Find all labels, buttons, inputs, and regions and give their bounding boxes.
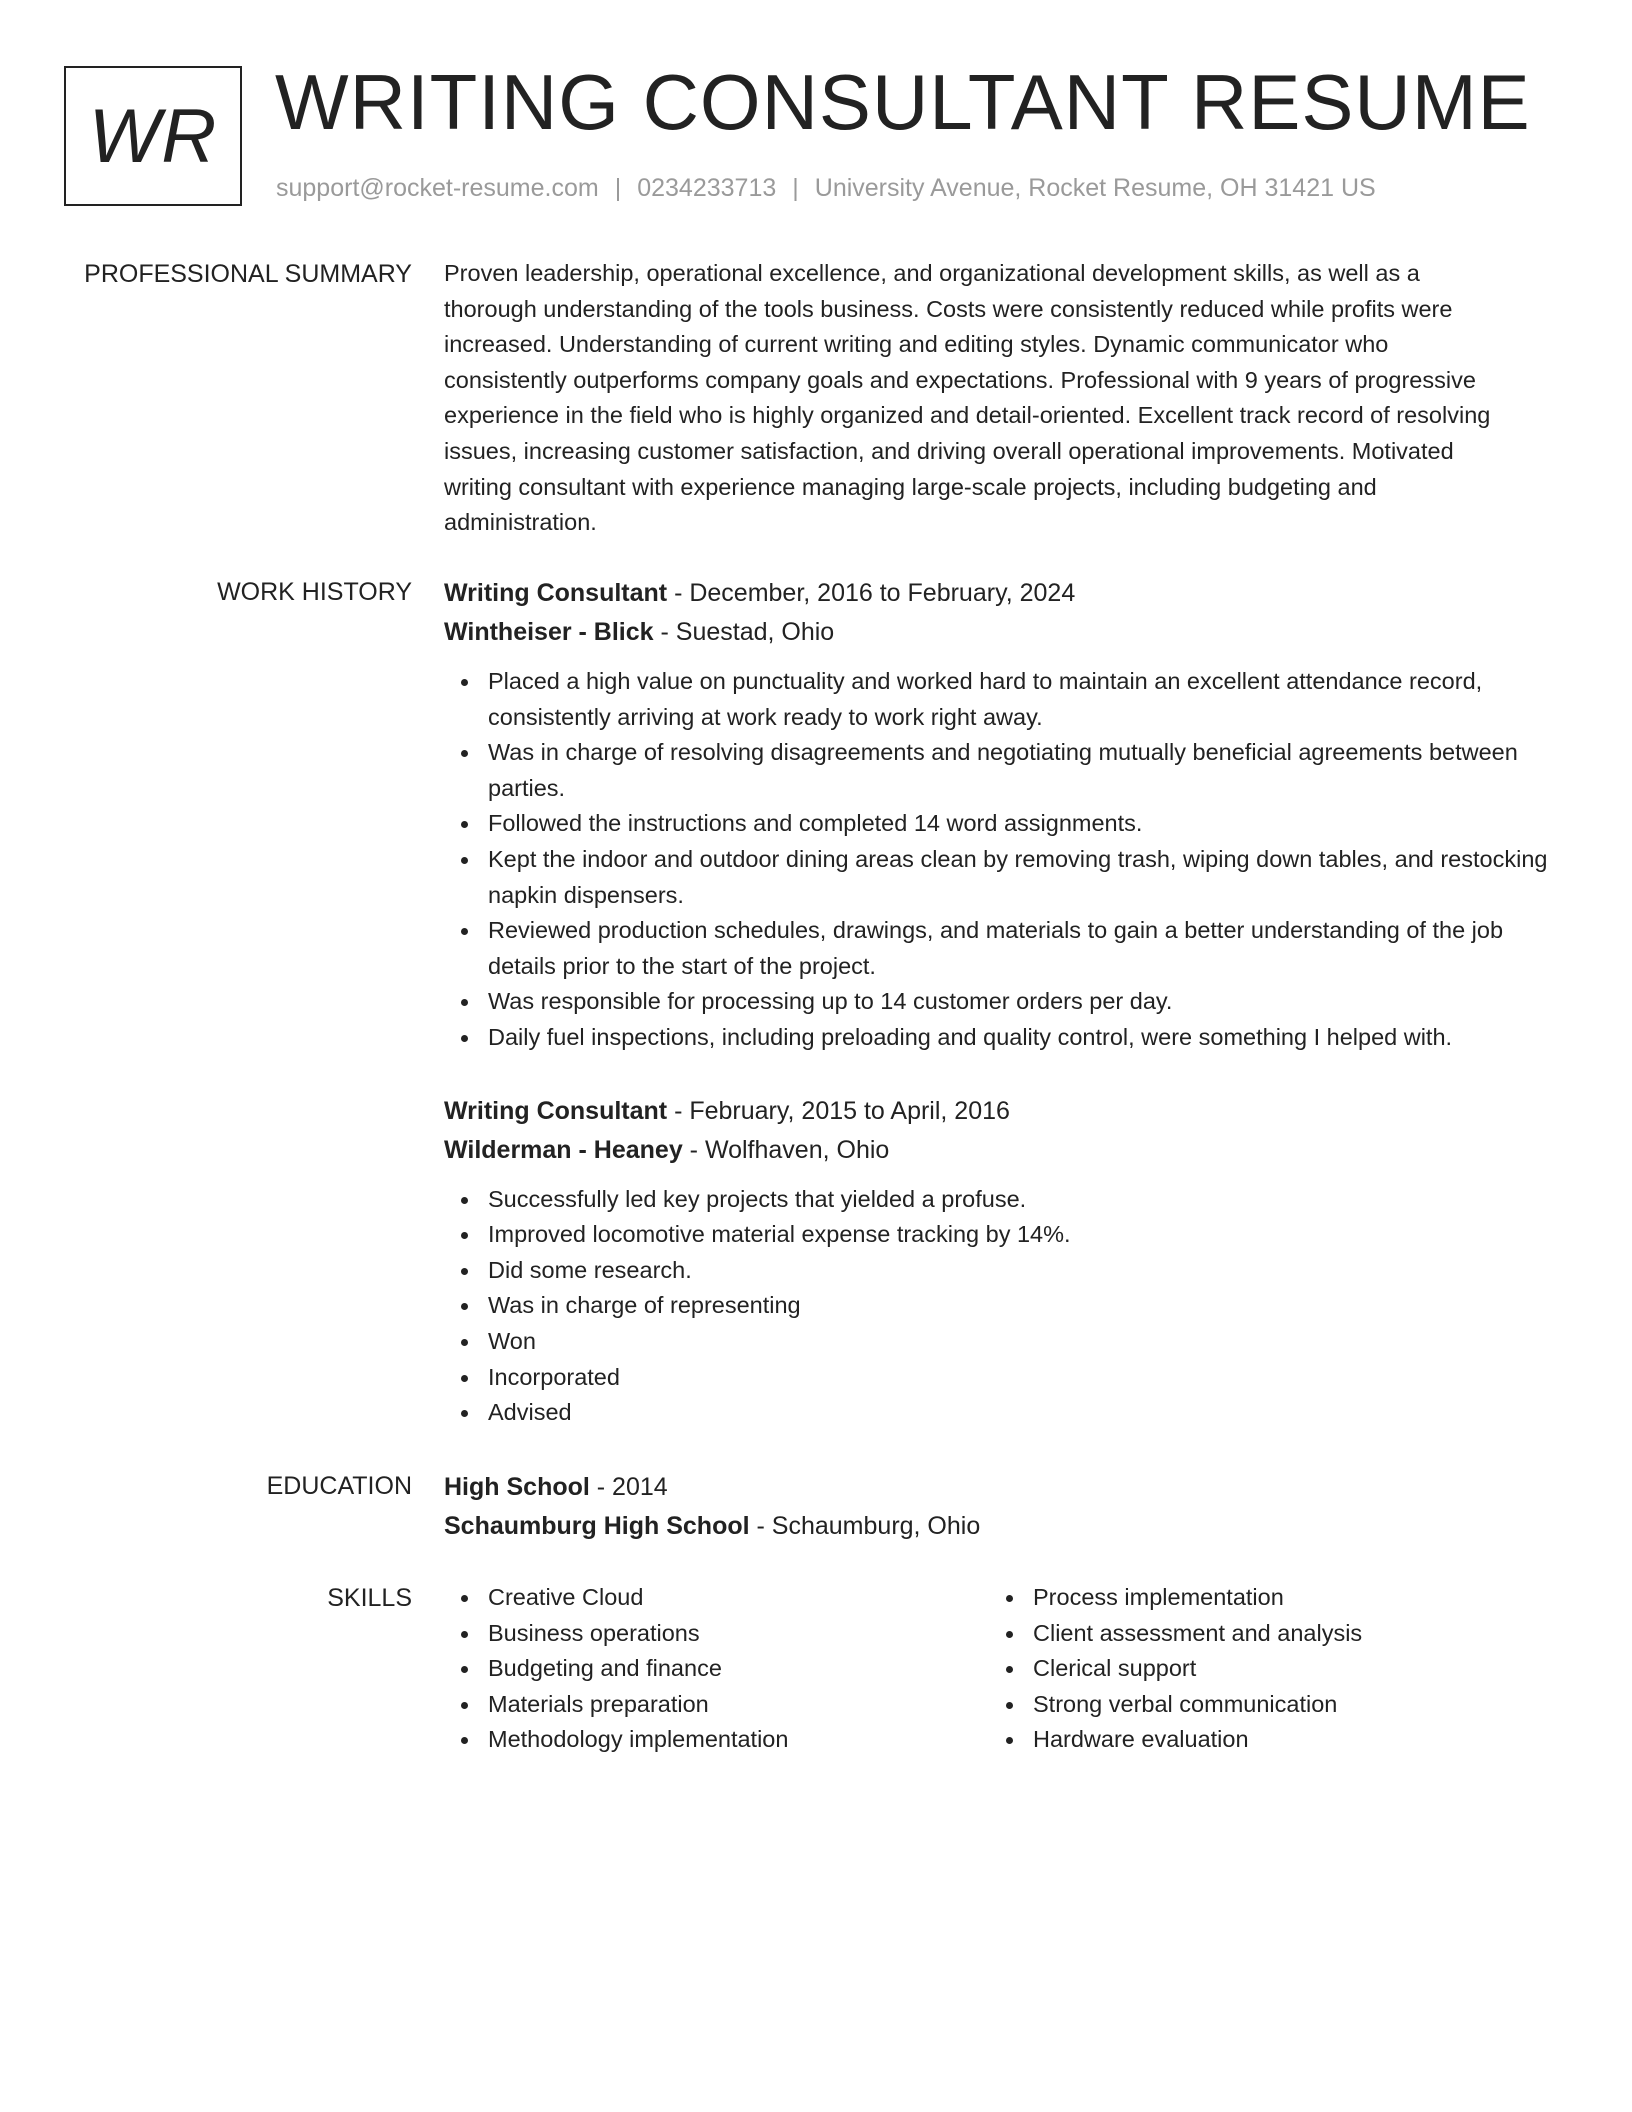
job-company-line: [444, 613, 1564, 652]
skills-list: [444, 1580, 788, 1758]
job-bullet: Incorporated: [488, 1360, 1564, 1396]
job-bullet: Placed a high value on punctuality and worked hard to maintain an excellent attendance record, consistently arriving at work ready to work right away.: [488, 664, 1564, 735]
job-dates: - February, 2015 to April, 2016: [667, 1096, 1010, 1125]
job-title: Writing Consultant: [444, 1096, 668, 1125]
skills-column-left: [444, 1580, 788, 1758]
job-bullet: Was responsible for processing up to 14 customer orders per day.: [488, 984, 1564, 1020]
job-entry: [444, 1092, 1564, 1431]
job-bullet: Won: [488, 1324, 1564, 1360]
summary-line: administration.: [444, 509, 597, 536]
summary-body: [444, 256, 1564, 541]
job-bullet: Improved locomotive material expense tracking by 14%.: [488, 1217, 1564, 1253]
education-body: [444, 1468, 1564, 1546]
contact-separator: |: [614, 174, 622, 202]
summary-line: consistently outperforms company goals and expectations. Professional with 9 years of progressive: [444, 366, 1476, 393]
skill-item: Clerical support: [1033, 1651, 1362, 1687]
job-bullet: Advised: [488, 1395, 1564, 1431]
section-label-work: WORK HISTORY: [217, 578, 412, 606]
job-company: Wintheiser - Blick: [444, 618, 654, 646]
job-entry: [444, 574, 1564, 1056]
summary-line: issues, increasing customer satisfaction, and driving overall operational improvements. Motivated: [444, 437, 1454, 464]
summary-line: Proven leadership, operational excellence, and organizational development skills, as well as a: [444, 260, 1420, 286]
skills-list: [989, 1580, 1362, 1758]
job-bullets: [444, 664, 1564, 1056]
skill-item: Methodology implementation: [488, 1722, 788, 1758]
education-degree: High School: [444, 1473, 590, 1501]
section-label-skills: SKILLS: [327, 1584, 412, 1612]
skill-item: Hardware evaluation: [1033, 1722, 1362, 1758]
contact-phone: 0234233713: [637, 174, 777, 202]
job-location: - Suestad, Ohio: [653, 618, 835, 646]
work-body: [444, 574, 1564, 1431]
contact-address: University Avenue, Rocket Resume, OH 31421 US: [814, 174, 1376, 202]
job-bullet: Followed the instructions and completed 14 word assignments.: [488, 806, 1564, 842]
skill-item: Materials preparation: [488, 1687, 788, 1723]
skills-column-right: [989, 1580, 1362, 1758]
contact-line: [276, 174, 1376, 203]
job-title-line: [444, 574, 1564, 613]
job-bullet: Kept the indoor and outdoor dining areas clean by removing trash, wiping down tables, and restocking napkin dispensers.: [488, 842, 1564, 913]
contact-email: support@rocket-resume.com: [276, 174, 599, 202]
job-bullets: [444, 1182, 1564, 1431]
skill-item: Business operations: [488, 1616, 788, 1652]
monogram-box: [64, 66, 242, 206]
education-school-line: [444, 1507, 1564, 1546]
education-school: Schaumburg High School: [444, 1512, 750, 1540]
summary-line: increased. Understanding of current writing and editing styles. Dynamic communicator who: [444, 331, 1389, 358]
summary-line: experience in the field who is highly organized and detail-oriented. Excellent track record of resolving: [444, 402, 1491, 429]
skill-item: Creative Cloud: [488, 1580, 788, 1616]
resume-title: WRITING CONSULTANT RESUME: [275, 58, 1531, 146]
skill-item: Budgeting and finance: [488, 1651, 788, 1687]
education-year: - 2014: [589, 1473, 668, 1501]
section-label-education: EDUCATION: [266, 1472, 412, 1500]
education-location: - Schaumburg, Ohio: [749, 1512, 981, 1540]
job-bullet: Daily fuel inspections, including preloading and quality control, were something I helped with.: [488, 1020, 1564, 1056]
section-label-summary: PROFESSIONAL SUMMARY: [84, 260, 412, 288]
job-bullet: Did some research.: [488, 1253, 1564, 1289]
job-location: - Wolfhaven, Ohio: [682, 1135, 890, 1164]
job-bullet: Successfully led key projects that yielded a profuse.: [488, 1182, 1564, 1218]
skill-item: Process implementation: [1033, 1580, 1362, 1616]
summary-line: thorough understanding of the tools business. Costs were consistently reduced while profits were: [444, 295, 1453, 322]
job-title-line: [444, 1092, 1564, 1131]
monogram-text: WR: [88, 93, 218, 179]
contact-separator: |: [792, 174, 799, 202]
job-dates: - December, 2016 to February, 2024: [667, 579, 1076, 607]
summary-line: writing consultant with experience managing large-scale projects, including budgeting and: [444, 473, 1377, 500]
job-bullet: Was in charge of representing: [488, 1288, 1564, 1324]
skill-item: Strong verbal communication: [1033, 1687, 1362, 1723]
job-bullet: Reviewed production schedules, drawings, and materials to gain a better understanding of the job details prior to the start of the project.: [488, 913, 1564, 984]
education-degree-line: [444, 1468, 1564, 1507]
job-company-line: [444, 1131, 1564, 1170]
job-title: Writing Consultant: [444, 579, 668, 607]
job-bullet: Was in charge of resolving disagreements and negotiating mutually beneficial agreements between parties.: [488, 735, 1564, 806]
skill-item: Client assessment and analysis: [1033, 1616, 1362, 1652]
job-company: Wilderman - Heaney: [444, 1135, 683, 1164]
